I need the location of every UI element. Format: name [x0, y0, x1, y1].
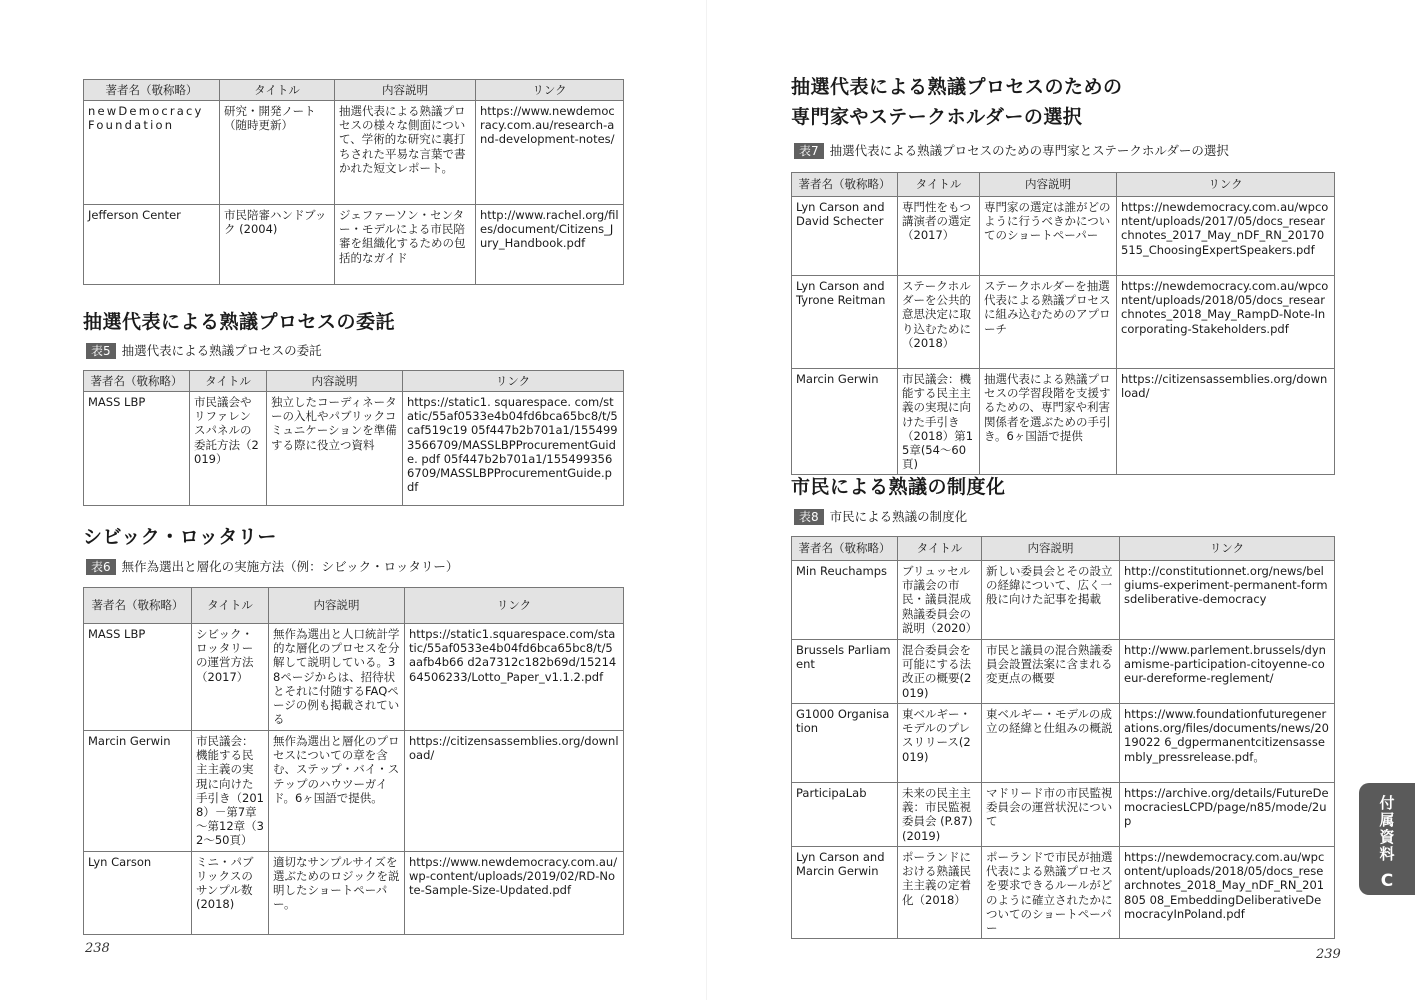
table-7: [791, 172, 1334, 475]
table-row: [84, 205, 624, 285]
caption-text: 無作為選出と層化の実施方法（例：シビック・ロッタリー）: [121, 559, 459, 574]
left-page: [0, 0, 707, 1000]
cell-description: 新しい委員会とその設立の経緯について、広く一般に向けた記事を掲載: [982, 561, 1120, 640]
cell-link[interactable]: https://newdemocracy.com.au/wpcontent/uploads/2018/05/docs_researchnotes_2018_May_nDF_RN_201805 08_EmbeddingDeliberativeDemocracyInPoland.pdf: [1120, 847, 1335, 939]
col-header-link: リンク: [405, 588, 624, 624]
table-8: [791, 536, 1334, 939]
cell-link[interactable]: https://static1. squarespace. com/static/55af0533e4b04fd6bca65bc8/t/5caf519c19 05f447b2b701a1/1554993566709/MASSLBPProcurementGuide. pdf 05f447b2b701a1/1554993566709/MASSLBPProcurementGuide.pdf: [403, 392, 624, 506]
cell-author: Lyn Carson: [84, 851, 192, 934]
table-row: [792, 561, 1335, 640]
table-header-row: [792, 537, 1335, 561]
cell-description: ポーランドで市民が抽選代表による熟議プロセスを要求できるルールがどのように確立されたかについてのショートペーパー: [982, 847, 1120, 939]
cell-title: 専門性をもつ講演者の選定（2017）: [898, 197, 980, 276]
reference-table: [83, 79, 624, 285]
cell-title: ポーランドにおける熟議民主主義の定着化（2018）: [898, 847, 982, 939]
cell-description: 抽選代表による熟議プロセスの学習段階を支援するための、専門家や利害関係者を選ぶための手引き。6ヶ国語で提供: [980, 369, 1117, 475]
table-header-row: [84, 588, 624, 624]
table-badge: 表8: [794, 509, 824, 525]
cell-author: Marcin Gerwin: [84, 731, 192, 852]
cell-description: 適切なサンプルサイズを選ぶためのロジックを説明したショートペーパー。: [269, 851, 405, 934]
cell-title: シビック・ロッタリーの運営方法（2017）: [192, 624, 269, 731]
cell-description: ステークホルダーを抽選代表による熟議プロセスに組み込むためのアプローチ: [980, 276, 1117, 369]
cell-link[interactable]: https://www.foundationfuturegenerations.org/files/documents/news/2019022 6_dgpermanentcitizensassembly_pressrelease.pdf。: [1120, 704, 1335, 783]
cell-author: MASS LBP: [84, 624, 192, 731]
section-heading-experts-line2: 専門家やステークホルダーの選択: [791, 106, 1083, 128]
table-badge: 表7: [794, 143, 824, 159]
cell-link[interactable]: http://www.parlement.brussels/dynamisme-participation-citoyenne-coeur-dereforme-reglement/: [1120, 640, 1335, 704]
table-row: [792, 276, 1335, 369]
table-header-row: [792, 173, 1335, 197]
caption-text: 抽選代表による熟議プロセスのための専門家とステークホルダーの選択: [829, 143, 1229, 158]
table-row: [792, 847, 1335, 939]
reference-table: [83, 370, 624, 506]
cell-link[interactable]: https://static1.squarespace.com/static/55af0533e4b04fd6bca65bc8/t/5aafb4b66 d2a7312c182b69d/1521464506233/Lotto_Paper_v1.1.2.pdf: [405, 624, 624, 731]
cell-link[interactable]: https://citizensassemblies.org/download/: [405, 731, 624, 852]
table-caption-7: [794, 143, 1229, 159]
page-number: 238: [85, 941, 110, 956]
cell-title: 市民陪審ハンドブック (2004): [220, 205, 335, 285]
appendix-label: [1359, 795, 1415, 863]
appendix-char: 付: [1379, 794, 1395, 812]
cell-description: 市民と議員の混合熟議委員会設置法案に含まれる変更点の概要: [982, 640, 1120, 704]
table-row: [84, 624, 624, 731]
cell-title: 市民議会：機能する民主主義の実現に向けた手引き（2018）－第7章～第12章（32～50頁）: [192, 731, 269, 852]
col-header-author: 著者名（敬称略）: [84, 80, 220, 101]
cell-title: 市民議会：機能する民主主義の実現に向けた手引き（2018）第15章(54～60頁): [898, 369, 980, 475]
col-header-description: 内容説明: [982, 537, 1120, 561]
cell-title: 市民議会やリファレンスパネルの委託方法（2019）: [190, 392, 267, 506]
cell-title: 東ベルギー・モデルのプレスリリース(2019): [898, 704, 982, 783]
appendix-char: 属: [1379, 811, 1395, 829]
cell-link[interactable]: http://www.rachel.org/files/document/Citizens_Jury_Handbook.pdf: [476, 205, 624, 285]
cell-description: 抽選代表による熟議プロセスの様々な側面について、学術的な研究に裏打ちされた平易な言葉で書かれた短文レポート。: [335, 101, 476, 205]
section-heading-civic-lottery: シビック・ロッタリー: [83, 526, 277, 548]
cell-title: ブリュッセル市議会の市民・議員混成熟議委員会の説明（2020）: [898, 561, 982, 640]
col-header-title: タイトル: [220, 80, 335, 101]
cell-title: ステークホルダーを公共的意思決定に取り込むために（2018）: [898, 276, 980, 369]
section-heading-institutionalization: 市民による熟議の制度化: [791, 476, 1006, 498]
cell-link[interactable]: https://archive.org/details/FutureDemocraciesLCPD/page/n85/mode/2up: [1120, 783, 1335, 847]
page-number: 239: [1316, 947, 1341, 962]
cell-author: Lyn Carson and Marcin Gerwin: [792, 847, 898, 939]
cell-description: 無作為選出と人口統計学的な層化のプロセスを分解して説明している。38ページからは、招待状とそれに付随するFAQページの例も掲載されている: [269, 624, 405, 731]
table-row: [84, 101, 624, 205]
table-caption-6: [86, 559, 458, 575]
col-header-title: タイトル: [192, 588, 269, 624]
table-row: [792, 197, 1335, 276]
table-header-row: [84, 80, 624, 101]
cell-link[interactable]: http://constitutionnet.org/news/belgiums-experiment-permanent-formsdeliberative-democracy: [1120, 561, 1335, 640]
table-row: [84, 851, 624, 934]
table-caption-8: [794, 509, 967, 525]
col-header-author: 著者名（敬称略）: [84, 371, 190, 392]
table-caption-5: [86, 343, 322, 359]
reference-table: [791, 536, 1335, 939]
table-row: [792, 704, 1335, 783]
cell-link[interactable]: https://newdemocracy.com.au/wpcontent/uploads/2017/05/docs_researchnotes_2017_May_nDF_RN_20170 515_ChoosingExpertSpeakers.pdf: [1117, 197, 1335, 276]
col-header-description: 内容説明: [980, 173, 1117, 197]
table-row: [792, 640, 1335, 704]
appendix-char: 資: [1379, 828, 1395, 846]
table-5: [83, 370, 623, 506]
section-heading-commissioning: 抽選代表による熟議プロセスの委託: [83, 311, 396, 333]
cell-description: 独立したコーディネーターの入札やパブリックコミュニケーションを準備する際に役立つ資料: [267, 392, 403, 506]
cell-author: MASS LBP: [84, 392, 190, 506]
col-header-author: 著者名（敬称略）: [84, 588, 192, 624]
table-row: [84, 392, 624, 506]
cell-description: 東ベルギー・モデルの成立の経緯と仕組みの概説: [982, 704, 1120, 783]
col-header-link: リンク: [1117, 173, 1335, 197]
cell-author: Min Reuchamps: [792, 561, 898, 640]
cell-author: Jefferson Center: [84, 205, 220, 285]
caption-text: 市民による熟議の制度化: [829, 509, 968, 524]
section-heading-experts-line1: 抽選代表による熟議プロセスのための: [791, 76, 1123, 98]
cell-title: ミニ・パブリックスのサンプル数 (2018): [192, 851, 269, 934]
cell-description: マドリード市の市民監視委員会の運営状況について: [982, 783, 1120, 847]
appendix-letter: C: [1380, 871, 1394, 891]
cell-link[interactable]: https://www.newdemocracy.com.au/wp-content/uploads/2019/02/RD-Note-Sample-Size-Updated.pdf: [405, 851, 624, 934]
cell-link[interactable]: https://citizensassemblies.org/download/: [1117, 369, 1335, 475]
col-header-title: タイトル: [898, 173, 980, 197]
cell-author: Brussels Parliament: [792, 640, 898, 704]
table-header-row: [84, 371, 624, 392]
cell-title: 混合委員会を可能にする法改正の概要(2019): [898, 640, 982, 704]
appendix-c-tab: [1359, 783, 1415, 895]
cell-author: Lyn Carson and Tyrone Reitman: [792, 276, 898, 369]
col-header-description: 内容説明: [267, 371, 403, 392]
table-row: [84, 731, 624, 852]
cell-author: ParticipaLab: [792, 783, 898, 847]
cell-title: 未来の民主主義：市民監視委員会 (P.87) (2019): [898, 783, 982, 847]
col-header-description: 内容説明: [335, 80, 476, 101]
cell-author: G1000 Organisation: [792, 704, 898, 783]
cell-description: 無作為選出と層化のプロセスについての章を含む、ステップ・バイ・ステップのハウツーガイド。6ヶ国語で提供。: [269, 731, 405, 852]
reference-table: [83, 587, 624, 935]
appendix-char: 料: [1379, 845, 1395, 863]
cell-author: Lyn Carson and David Schecter: [792, 197, 898, 276]
col-header-link: リンク: [403, 371, 624, 392]
col-header-link: リンク: [476, 80, 624, 101]
col-header-author: 著者名（敬称略）: [792, 173, 898, 197]
caption-text: 抽選代表による熟議プロセスの委託: [121, 343, 322, 358]
right-page: [707, 0, 1415, 1000]
table-row: [792, 369, 1335, 475]
col-header-link: リンク: [1120, 537, 1335, 561]
table-continued: [83, 79, 623, 285]
cell-link[interactable]: https://newdemocracy.com.au/wpcontent/uploads/2018/05/docs_researchnotes_2018_May_RampD-Note-Incorporating-Stakeholders.pdf: [1117, 276, 1335, 369]
col-header-description: 内容説明: [269, 588, 405, 624]
cell-author: newDemocracy Foundation: [84, 101, 220, 205]
table-badge: 表6: [86, 559, 116, 575]
col-header-author: 著者名（敬称略）: [792, 537, 898, 561]
cell-author: Marcin Gerwin: [792, 369, 898, 475]
cell-title: 研究・開発ノート（随時更新）: [220, 101, 335, 205]
cell-description: ジェファーソン・センター・モデルによる市民陪審を組織化するための包括的なガイド: [335, 205, 476, 285]
cell-description: 専門家の選定は誰がどのように行うべきかについてのショートペーパー: [980, 197, 1117, 276]
col-header-title: タイトル: [190, 371, 267, 392]
table-badge: 表5: [86, 343, 116, 359]
table-6: [83, 587, 623, 935]
reference-table: [791, 172, 1335, 475]
col-header-title: タイトル: [898, 537, 982, 561]
cell-link[interactable]: https://www.newdemocracy.com.au/research-and-development-notes/: [476, 101, 624, 205]
table-row: [792, 783, 1335, 847]
